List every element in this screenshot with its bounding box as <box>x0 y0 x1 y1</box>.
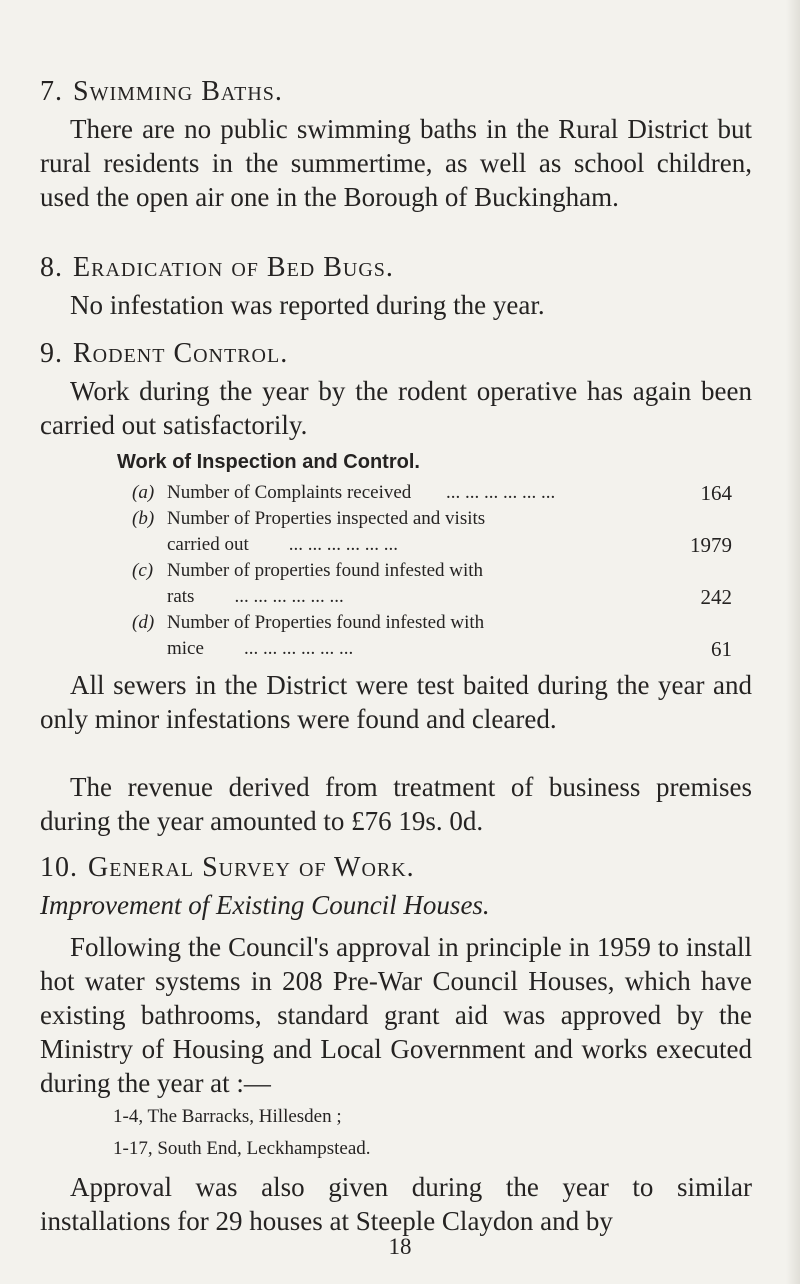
address-line: 1-4, The Barracks, Hillesden ; <box>113 1106 342 1127</box>
table-title: Work of Inspection and Control. <box>117 451 420 473</box>
dot-leader: ... ... ... ... ... ... <box>234 586 344 607</box>
section-9-body: Work during the year by the rodent operative has again been carried out satisfactorily. <box>40 376 752 440</box>
section-10-subtitle: Improvement of Existing Council Houses. <box>40 890 490 920</box>
dot-leader: ... ... ... ... ... ... <box>288 534 399 555</box>
row-text-cont: mice ... ... ... ... ... ... <box>167 638 354 659</box>
section-10-title: General Survey of Work. <box>88 852 415 883</box>
section-10-body: Following the Council's approval in principle in 1959 to install hot water systems in 208 Pre-War Council Houses, which have existing bathrooms, standard grant aid was approved by the Ministry of Housing and Local Government and works executed during the year at :— <box>40 932 752 1098</box>
page-edge-shadow <box>786 0 800 1284</box>
section-10-number: 10. <box>40 852 78 883</box>
section-7-body: There are no public swimming baths in the Rural District but rural residents in the summertime, as well as school children, used the open air one in the Borough of Buckingham. <box>40 114 752 212</box>
row-text: Number of Properties found infested with <box>167 612 485 633</box>
row-label: (d) <box>132 612 155 633</box>
row-text: Number of properties found infested with <box>167 560 484 581</box>
page-number: 18 <box>388 1234 412 1259</box>
row-value: 242 <box>700 585 732 609</box>
section-9-title: Rodent Control. <box>73 338 289 369</box>
row-value: 164 <box>700 481 732 505</box>
section-10-heading <box>40 852 415 884</box>
section-7-title: Swimming Baths. <box>73 76 283 107</box>
row-text-cont: carried out ... ... ... ... ... ... <box>167 534 399 555</box>
address-line: 1-17, South End, Leckhampstead. <box>113 1138 371 1159</box>
row-value: 61 <box>711 637 732 661</box>
row-label: (a) <box>132 482 155 503</box>
section-9-body-2: All sewers in the District were test baited during the year and only minor infestations were found and cleared. <box>40 670 752 734</box>
row-label: (c) <box>132 560 154 581</box>
dot-leader: ... ... ... ... ... ... <box>446 482 556 503</box>
row-value: 1979 <box>690 533 732 557</box>
section-7-number: 7. <box>40 76 63 107</box>
section-9-number: 9. <box>40 338 63 369</box>
section-9-body-3: The revenue derived from treatment of business premises during the year amounted to £76 19s. 0d. <box>40 772 752 836</box>
section-7-heading <box>40 76 283 108</box>
dot-leader: ... ... ... ... ... ... <box>243 638 354 659</box>
section-9-heading <box>40 338 288 370</box>
row-text-cont: rats ... ... ... ... ... ... <box>167 586 344 607</box>
section-8-body: No infestation was reported during the year. <box>70 290 545 320</box>
row-label: (b) <box>132 508 155 529</box>
row-text: Number of Properties inspected and visits <box>167 508 486 529</box>
section-10-body-2: Approval was also given during the year to similar installations for 29 houses at Steeple Claydon and by <box>40 1172 752 1236</box>
section-8-title: Eradication of Bed Bugs. <box>73 252 394 283</box>
section-8-heading <box>40 252 394 284</box>
row-text: Number of Complaints received ... ... ... ... ... ... <box>167 482 556 503</box>
section-8-number: 8. <box>40 252 63 283</box>
